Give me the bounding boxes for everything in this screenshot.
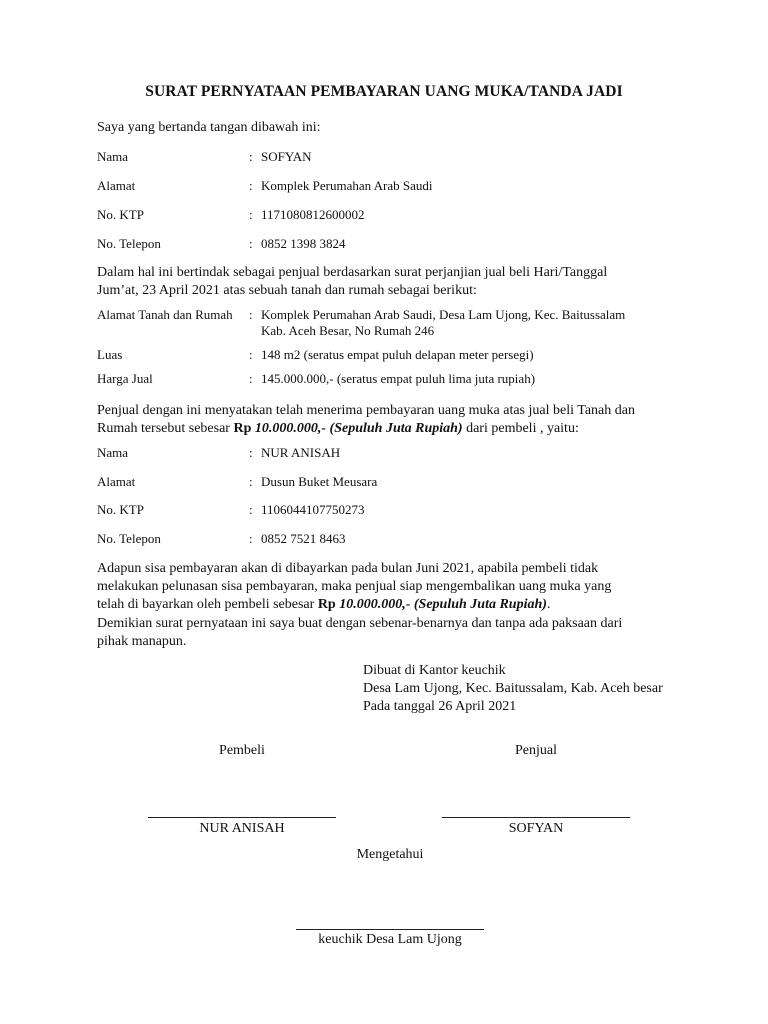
buyer-nama-value: NUR ANISAH [261,445,341,460]
property-harga-value: 145.000.000,- (seratus empat puluh lima juta rupiah) [261,371,536,386]
buyer-telepon-label: No. Telepon [97,531,161,546]
colon: : [249,178,253,193]
statement-3-line-1: Adapun sisa pembayaran akan di dibayarkan pada bulan Juni 2021, apabila pembeli tidak [97,561,599,576]
statement-1-line-2: Jum’at, 23 April 2021 atas sebuah tanah dan rumah sebagai berikut: [97,283,477,298]
buyer-signature-name: NUR ANISAH [199,821,285,836]
buyer-ktp-label: No. KTP [97,502,144,517]
colon: : [249,445,253,460]
seller-signature-line [442,817,630,818]
colon: : [249,502,253,517]
colon: : [249,207,253,222]
buyer-alamat-value: Dusun Buket Meusara [261,474,378,489]
place-and-date [363,662,663,716]
seller-ktp-label: No. KTP [97,207,144,222]
colon: : [249,371,253,386]
seller-nama-label: Nama [97,149,129,164]
statement-3-post: . [546,597,551,612]
closing-statement [97,615,697,651]
colon: : [249,474,253,489]
statement-2-line-1: Penjual dengan ini menyatakan telah menerima pembayaran uang muka atas jual beli Tanah dan [97,403,635,418]
colon: : [249,307,253,322]
property-alamat-line-1: Komplek Perumahan Arab Saudi, Desa Lam Ujong, Kec. Baitussalam [261,307,626,322]
property-harga-label: Harga Jual [97,371,153,386]
buyer-signature-line [148,817,336,818]
seller-alamat-value: Komplek Perumahan Arab Saudi [261,178,433,193]
property-luas-value: 148 m2 (seratus empat puluh delapan meter persegi) [261,347,534,362]
statement-3-amount: 10.000.000,- (Sepuluh Juta Rupiah) [339,597,547,612]
statement-2-post: dari pembeli , yaitu: [462,421,579,436]
property-alamat-line-2: Kab. Aceh Besar, No Rumah 246 [261,323,435,338]
colon: : [249,149,253,164]
statement-1 [97,264,697,300]
seller-signature-name: SOFYAN [508,821,564,836]
seller-role-label: Penjual [515,743,557,758]
buyer-ktp-value: 1106044107750273 [261,502,365,517]
colon: : [249,347,253,362]
property-luas-label: Luas [97,347,123,362]
place-line-1: Dibuat di Kantor keuchik [363,663,506,678]
statement-2-rp: Rp [233,421,255,436]
seller-nama-value: SOFYAN [261,149,312,164]
statement-3-line-3 [97,596,697,614]
colon: : [249,236,253,251]
seller-alamat-label: Alamat [97,178,136,193]
seller-telepon-value: 0852 1398 3824 [261,236,346,251]
buyer-telepon-value: 0852 7521 8463 [261,531,346,546]
statement-2-line-2 [97,420,697,438]
place-line-2: Desa Lam Ujong, Kec. Baitussalam, Kab. Aceh besar [363,681,663,696]
statement-2 [97,402,697,438]
colon: : [249,531,253,546]
seller-ktp-value: 1171080812600002 [261,207,365,222]
seller-telepon-label: No. Telepon [97,236,161,251]
statement-2-pre: Rumah tersebut sebesar [97,421,234,436]
property-alamat-value [261,307,691,339]
document-title: SURAT PERNYATAAN PEMBAYARAN UANG MUKA/TANDA JADI [145,83,623,100]
statement-2-amount: 10.000.000,- (Sepuluh Juta Rupiah) [254,421,463,436]
buyer-nama-label: Nama [97,445,129,460]
witness-signature-name: keuchik Desa Lam Ujong [318,932,462,947]
buyer-alamat-label: Alamat [97,474,136,489]
witness-signature-line [296,929,484,930]
property-alamat-label: Alamat Tanah dan Rumah [97,307,233,322]
statement-3-pre: telah di bayarkan oleh pembeli sebesar [97,597,318,612]
place-line-3: Pada tanggal 26 April 2021 [363,699,517,714]
statement-3 [97,560,697,614]
closing-line-1: Demikian surat pernyataan ini saya buat dengan sebenar-benarnya dan tanpa ada paksaan dari [97,616,623,631]
closing-line-2: pihak manapun. [97,634,187,649]
statement-3-line-2: melakukan pelunasan sisa pembayaran, maka penjual siap mengembalikan uang muka yang [97,579,612,594]
witness-label: Mengetahui [356,847,424,862]
buyer-role-label: Pembeli [219,743,265,758]
statement-1-line-1: Dalam hal ini bertindak sebagai penjual berdasarkan surat perjanjian jual beli Hari/Tanggal [97,265,608,280]
intro-text: Saya yang bertanda tangan dibawah ini: [97,120,321,135]
statement-3-rp: Rp [317,597,340,612]
